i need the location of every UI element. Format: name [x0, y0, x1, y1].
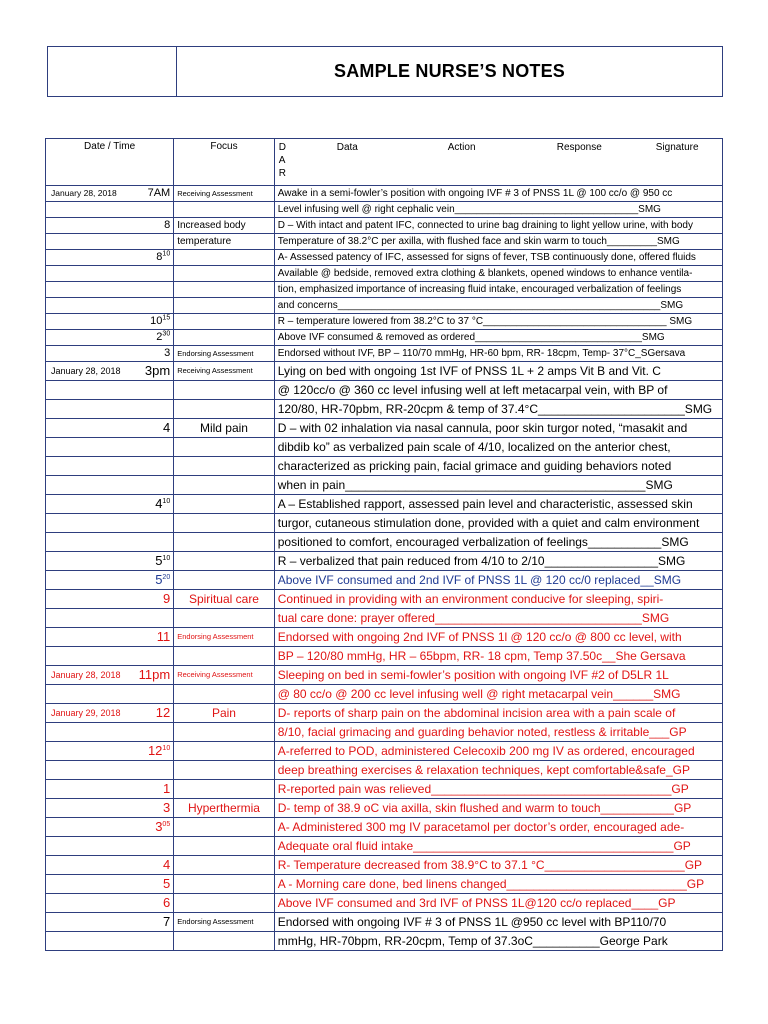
table-row: [46, 609, 723, 628]
date-time-cell: [46, 723, 174, 742]
focus-cell: Receiving Assessment: [174, 666, 275, 685]
note-text-cell: Awake in a semi-fowler’s position with ongoing IVF # 3 of PNSS 1L @ 100 cc/o @ 950 cc: [274, 186, 722, 202]
table-row: [46, 266, 723, 282]
note-text-cell: Endorsed without IVF, BP – 110/70 mmHg, HR-60 bpm, RR- 18cpm, Temp- 37°C_SGersava: [274, 346, 722, 362]
note-text-cell: dibdib ko” as verbalized pain scale of 4/10, localized on the anterior chest,: [274, 438, 722, 457]
date-time-cell: [46, 314, 174, 330]
note-time: 4: [162, 420, 171, 435]
table-row: [46, 282, 723, 298]
note-text-cell: Endorsed with ongoing IVF # 3 of PNSS 1L @950 cc level with BP110/70: [274, 913, 722, 932]
header-data: Data: [336, 142, 358, 153]
focus-cell: Increased body: [174, 218, 275, 234]
focus-cell: [174, 533, 275, 552]
notes-body: [46, 186, 723, 951]
header-action: Action: [447, 142, 476, 153]
header-dar: [274, 139, 722, 186]
note-text-cell: Endorsed with ongoing 2nd IVF of PNSS 1l @ 120 cc/o @ 800 cc level, with: [274, 628, 722, 647]
table-row: [46, 381, 723, 400]
date-time-cell: [46, 419, 174, 438]
header-row: [46, 139, 723, 186]
date-time-cell: [46, 400, 174, 419]
note-time: 12: [147, 743, 163, 758]
note-time: 3: [162, 800, 171, 815]
note-text-cell: Adequate oral fluid intake_______________________________________GP: [274, 837, 722, 856]
note-text-cell: R- Temperature decreased from 38.9°C to 37.1 °C_____________________GP: [274, 856, 722, 875]
focus-cell: [174, 818, 275, 837]
header-date-time: Date / Time: [46, 139, 174, 186]
note-time: 3pm: [144, 363, 171, 378]
date-time-cell: [46, 628, 174, 647]
date-time-cell: [46, 234, 174, 250]
table-row: [46, 875, 723, 894]
date-time-cell: [46, 495, 174, 514]
table-row: [46, 571, 723, 590]
table-row: [46, 438, 723, 457]
table-row: [46, 742, 723, 761]
focus-cell: Receiving Assessment: [174, 362, 275, 381]
date-time-cell: [46, 590, 174, 609]
note-text-cell: 120/80, HR-70pbm, RR-20cpm & temp of 37.4°C______________________SMG: [274, 400, 722, 419]
date-time-cell: [46, 218, 174, 234]
table-row: [46, 495, 723, 514]
focus-cell: [174, 571, 275, 590]
note-time: 8: [164, 219, 171, 231]
focus-cell: [174, 314, 275, 330]
date-time-cell: [46, 282, 174, 298]
focus-cell: [174, 552, 275, 571]
date-time-cell: [46, 250, 174, 266]
note-text-cell: deep breathing exercises & relaxation techniques, kept comfortable&safe_GP: [274, 761, 722, 780]
note-date: January 28, 2018: [51, 366, 121, 376]
date-time-cell: [46, 609, 174, 628]
note-time: 11: [156, 629, 171, 644]
focus-cell: [174, 266, 275, 282]
date-time-cell: [46, 514, 174, 533]
table-row: [46, 330, 723, 346]
date-time-cell: [46, 913, 174, 932]
focus-cell: [174, 282, 275, 298]
note-time-minutes: 15: [162, 314, 171, 322]
note-time: 7AM: [147, 187, 171, 199]
focus-cell: [174, 495, 275, 514]
note-text-cell: Lying on bed with ongoing 1st IVF of PNSS 1L + 2 amps Vit B and Vit. C: [274, 362, 722, 381]
note-text-cell: @ 120cc/o @ 360 cc level infusing well at left metacarpal vein, with BP of: [274, 381, 722, 400]
note-text-cell: Temperature of 38.2°C per axilla, with flushed face and skin warm to touch_________SMG: [274, 234, 722, 250]
note-text-cell: Above IVF consumed and 2nd IVF of PNSS 1L @ 120 cc/0 replaced__SMG: [274, 571, 722, 590]
notes-table: [45, 138, 723, 951]
note-time: 7: [162, 914, 171, 929]
note-text-cell: Sleeping on bed in semi-fowler’s position with ongoing IVF #2 of D5LR 1L: [274, 666, 722, 685]
table-row: [46, 552, 723, 571]
date-time-cell: [46, 685, 174, 704]
focus-cell: [174, 742, 275, 761]
header-a: A: [278, 155, 286, 166]
date-time-cell: [46, 894, 174, 913]
focus-cell: [174, 202, 275, 218]
date-time-cell: [46, 704, 174, 723]
note-date: January 28, 2018: [51, 188, 117, 198]
note-text-cell: 8/10, facial grimacing and guarding behavior noted, restless & irritable___GP: [274, 723, 722, 742]
table-row: [46, 647, 723, 666]
note-text-cell: R – temperature lowered from 38.2°C to 37 °C_________________________________ SMG: [274, 314, 722, 330]
note-time: 8: [156, 251, 163, 263]
table-row: [46, 250, 723, 266]
date-time-cell: [46, 761, 174, 780]
focus-cell: Spiritual care: [174, 590, 275, 609]
note-text-cell: Available @ bedside, removed extra clothing & blankets, opened windows to enhance ventila-: [274, 266, 722, 282]
note-text-cell: Above IVF consumed & removed as ordered______________________________SMG: [274, 330, 722, 346]
table-row: [46, 514, 723, 533]
note-text-cell: Above IVF consumed and 3rd IVF of PNSS 1L@120 cc/o replaced____GP: [274, 894, 722, 913]
note-text-cell: tual care done: prayer offered_______________________________SMG: [274, 609, 722, 628]
date-time-cell: [46, 856, 174, 875]
note-time-minutes: 20: [162, 574, 171, 581]
focus-cell: Pain: [174, 704, 275, 723]
focus-cell: [174, 780, 275, 799]
note-text-cell: A-referred to POD, administered Celecoxib 200 mg IV as ordered, encouraged: [274, 742, 722, 761]
date-time-cell: [46, 266, 174, 282]
date-time-cell: [46, 932, 174, 951]
focus-cell: [174, 298, 275, 314]
note-text-cell: turgor, cutaneous stimulation done, provided with a quiet and calm environment: [274, 514, 722, 533]
focus-cell: [174, 894, 275, 913]
table-row: [46, 202, 723, 218]
note-time: 6: [162, 895, 171, 910]
note-text-cell: positioned to comfort, encouraged verbalization of feelings___________SMG: [274, 533, 722, 552]
title-box: [47, 46, 723, 97]
focus-cell: [174, 250, 275, 266]
note-date: January 28, 2018: [51, 670, 121, 680]
date-time-cell: [46, 346, 174, 362]
note-time: 5: [155, 572, 163, 587]
table-row: [46, 533, 723, 552]
note-time-minutes: 10: [162, 555, 171, 562]
note-text-cell: characterized as pricking pain, facial grimace and guiding behaviors noted: [274, 457, 722, 476]
header-focus: Focus: [174, 139, 275, 186]
note-time: 12: [155, 705, 171, 720]
date-time-cell: [46, 476, 174, 495]
note-time: 5: [155, 553, 163, 568]
note-text-cell: and concerns__________________________________________________________SMG: [274, 298, 722, 314]
table-row: [46, 685, 723, 704]
table-row: [46, 818, 723, 837]
table-row: [46, 186, 723, 202]
note-text-cell: D- temp of 38.9 oC via axilla, skin flushed and warm to touch___________GP: [274, 799, 722, 818]
table-row: [46, 780, 723, 799]
date-time-cell: [46, 381, 174, 400]
note-time-minutes: 05: [162, 821, 171, 828]
page-title: SAMPLE NURSE’S NOTES: [333, 61, 566, 81]
table-row: [46, 314, 723, 330]
focus-cell: Receiving Assessment: [174, 186, 275, 202]
focus-cell: [174, 647, 275, 666]
note-text-cell: D – With intact and patent IFC, connected to urine bag draining to light yellow urine, with body: [274, 218, 722, 234]
date-time-cell: [46, 362, 174, 381]
note-time-minutes: 10: [162, 250, 171, 258]
date-time-cell: [46, 837, 174, 856]
header-response: Response: [556, 142, 602, 153]
note-time-minutes: 10: [162, 745, 171, 752]
focus-cell: Hyperthermia: [174, 799, 275, 818]
focus-cell: [174, 932, 275, 951]
date-time-cell: [46, 875, 174, 894]
note-text-cell: D- reports of sharp pain on the abdominal incision area with a pain scale of: [274, 704, 722, 723]
note-text-cell: R-reported pain was relieved____________________________________GP: [274, 780, 722, 799]
focus-cell: [174, 476, 275, 495]
table-row: [46, 837, 723, 856]
table-row: [46, 894, 723, 913]
table-row: [46, 932, 723, 951]
date-time-cell: [46, 457, 174, 476]
focus-cell: temperature: [174, 234, 275, 250]
table-row: [46, 704, 723, 723]
focus-cell: [174, 685, 275, 704]
date-time-cell: [46, 666, 174, 685]
note-time: 11pm: [138, 667, 171, 682]
note-text-cell: Level infusing well @ right cephalic vein_________________________________SMG: [274, 202, 722, 218]
table-row: [46, 346, 723, 362]
note-time-minutes: 30: [162, 330, 171, 338]
table-row: [46, 476, 723, 495]
date-time-cell: [46, 647, 174, 666]
note-time: 9: [162, 591, 171, 606]
note-text-cell: when in pain_____________________________________________SMG: [274, 476, 722, 495]
table-row: [46, 298, 723, 314]
focus-cell: [174, 875, 275, 894]
date-time-cell: [46, 818, 174, 837]
note-text-cell: @ 80 cc/o @ 200 cc level infusing well @ right metacarpal vein______SMG: [274, 685, 722, 704]
focus-cell: [174, 761, 275, 780]
focus-cell: Endorsing Assessment: [174, 628, 275, 647]
table-row: [46, 362, 723, 381]
note-time: 3: [155, 819, 163, 834]
header-d: D: [278, 142, 286, 153]
focus-cell: [174, 381, 275, 400]
date-time-cell: [46, 799, 174, 818]
table-row: [46, 628, 723, 647]
note-text-cell: BP – 120/80 mmHg, HR – 65bpm, RR- 18 cpm, Temp 37.50c__She Gersava: [274, 647, 722, 666]
note-text-cell: D – with 02 inhalation via nasal cannula, poor skin turgor noted, “masakit and: [274, 419, 722, 438]
date-time-cell: [46, 330, 174, 346]
note-time: 4: [162, 857, 171, 872]
note-time: 5: [162, 876, 171, 891]
table-row: [46, 856, 723, 875]
header-dar-letters: [279, 141, 286, 180]
table-row: [46, 723, 723, 742]
note-text-cell: A- Administered 300 mg IV paracetamol per doctor’s order, encouraged ade-: [274, 818, 722, 837]
note-time: 3: [164, 347, 171, 359]
header-r: R: [278, 168, 286, 179]
date-time-cell: [46, 742, 174, 761]
note-time: 2: [156, 331, 163, 343]
focus-cell: Endorsing Assessment: [174, 913, 275, 932]
note-text-cell: A – Established rapport, assessed pain level and characteristic, assessed skin: [274, 495, 722, 514]
table-row: [46, 799, 723, 818]
note-text-cell: Continued in providing with an environment conducive for sleeping, spiri-: [274, 590, 722, 609]
note-text-cell: tion, emphasized importance of increasing fluid intake, encouraged verbalization of feelings: [274, 282, 722, 298]
note-text-cell: A- Assessed patency of IFC, assessed for signs of fever, TSB continuously done, offered fluids: [274, 250, 722, 266]
date-time-cell: [46, 533, 174, 552]
date-time-cell: [46, 438, 174, 457]
note-text-cell: R – verbalized that pain reduced from 4/10 to 2/10_________________SMG: [274, 552, 722, 571]
note-time-minutes: 10: [162, 498, 171, 505]
note-time: 1: [162, 781, 171, 796]
focus-cell: [174, 400, 275, 419]
note-text-cell: A - Morning care done, bed linens changed___________________________GP: [274, 875, 722, 894]
table-row: [46, 761, 723, 780]
table-row: [46, 234, 723, 250]
table-row: [46, 590, 723, 609]
table-row: [46, 400, 723, 419]
table-row: [46, 218, 723, 234]
date-time-cell: [46, 552, 174, 571]
date-time-cell: [46, 202, 174, 218]
focus-cell: [174, 837, 275, 856]
focus-cell: [174, 856, 275, 875]
note-text-cell: mmHg, HR-70bpm, RR-20cpm, Temp of 37.3oC__________George Park: [274, 932, 722, 951]
date-time-cell: [46, 298, 174, 314]
focus-cell: Mild pain: [174, 419, 275, 438]
note-time: 4: [155, 496, 163, 511]
note-date: January 29, 2018: [51, 708, 121, 718]
date-time-cell: [46, 571, 174, 590]
focus-cell: [174, 438, 275, 457]
focus-cell: [174, 330, 275, 346]
date-time-cell: [46, 780, 174, 799]
focus-cell: Endorsing Assessment: [174, 346, 275, 362]
table-row: [46, 457, 723, 476]
date-time-cell: [46, 186, 174, 202]
focus-cell: [174, 457, 275, 476]
focus-cell: [174, 514, 275, 533]
table-row: [46, 666, 723, 685]
note-time: 10: [150, 315, 163, 327]
focus-cell: [174, 723, 275, 742]
table-row: [46, 913, 723, 932]
table-row: [46, 419, 723, 438]
focus-cell: [174, 609, 275, 628]
header-signature: Signature: [655, 142, 699, 153]
